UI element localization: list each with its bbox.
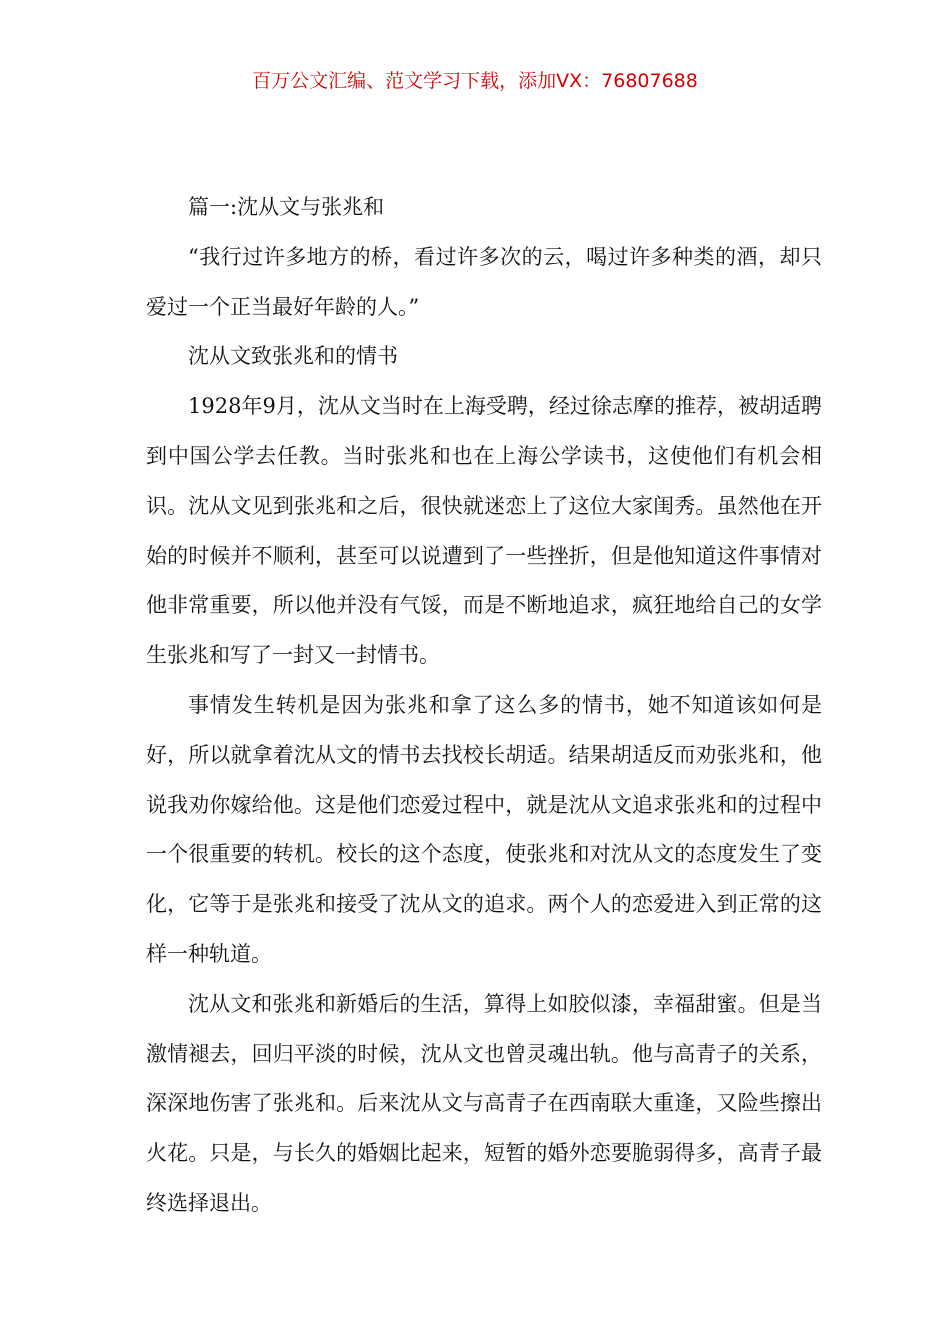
document-title: 篇一:沈从文与张兆和 [188,195,385,219]
paragraph-body: 沈从文和张兆和新婚后的生活，算得上如胶似漆，幸福甜蜜。但是当激情褪去，回归平淡的时候，沈从文也曾灵魂出轨。他与高青子的关系，深深地伤害了张兆和。后来沈从文与高青子在西南联大重逢，又险些擦出火花。只是，与长久的婚姻比起来，短暂的婚外恋要脆弱得多，高青子最终选择退出。 [146,991,822,1215]
paragraph-body: 1928年9月，沈从文当时在上海受聘，经过徐志摩的推荐，被胡适聘到中国公学去任教。当时张兆和也在上海公学读书，这使他们有机会相识。沈从文见到张兆和之后，很快就迷恋上了这位大家闺秀。虽然他在开始的时候并不顺利，甚至可以说遭到了一些挫折，但是他知道这件事情对他非常重要，所以他并没有气馁，而是不断地追求，疯狂地给自己的女学生张兆和写了一封又一封情书。 [146,394,822,668]
paragraph-body: 事情发生转机是因为张兆和拿了这么多的情书，她不知道该如何是好，所以就拿着沈从文的情书去找校长胡适。结果胡适反而劝张兆和，他说我劝你嫁给他。这是他们恋爱过程中，就是沈从文追求张兆和的过程中一个很重要的转机。校长的这个态度，使张兆和对沈从文的态度发生了变化，它等于是张兆和接受了沈从文的追求。两个人的恋爱进入到正常的这样一种轨道。 [146,692,822,966]
document-body [146,183,822,1229]
paragraph-quote: “我行过许多地方的桥，看过许多次的云，喝过许多种类的酒，却只爱过一个正当最好年龄的人。” [146,244,822,319]
paragraph-subtitle: 沈从文致张兆和的情书 [188,344,398,369]
header-banner: 百万公文汇编、范文学习下载，添加VX：76807688 [252,70,698,92]
